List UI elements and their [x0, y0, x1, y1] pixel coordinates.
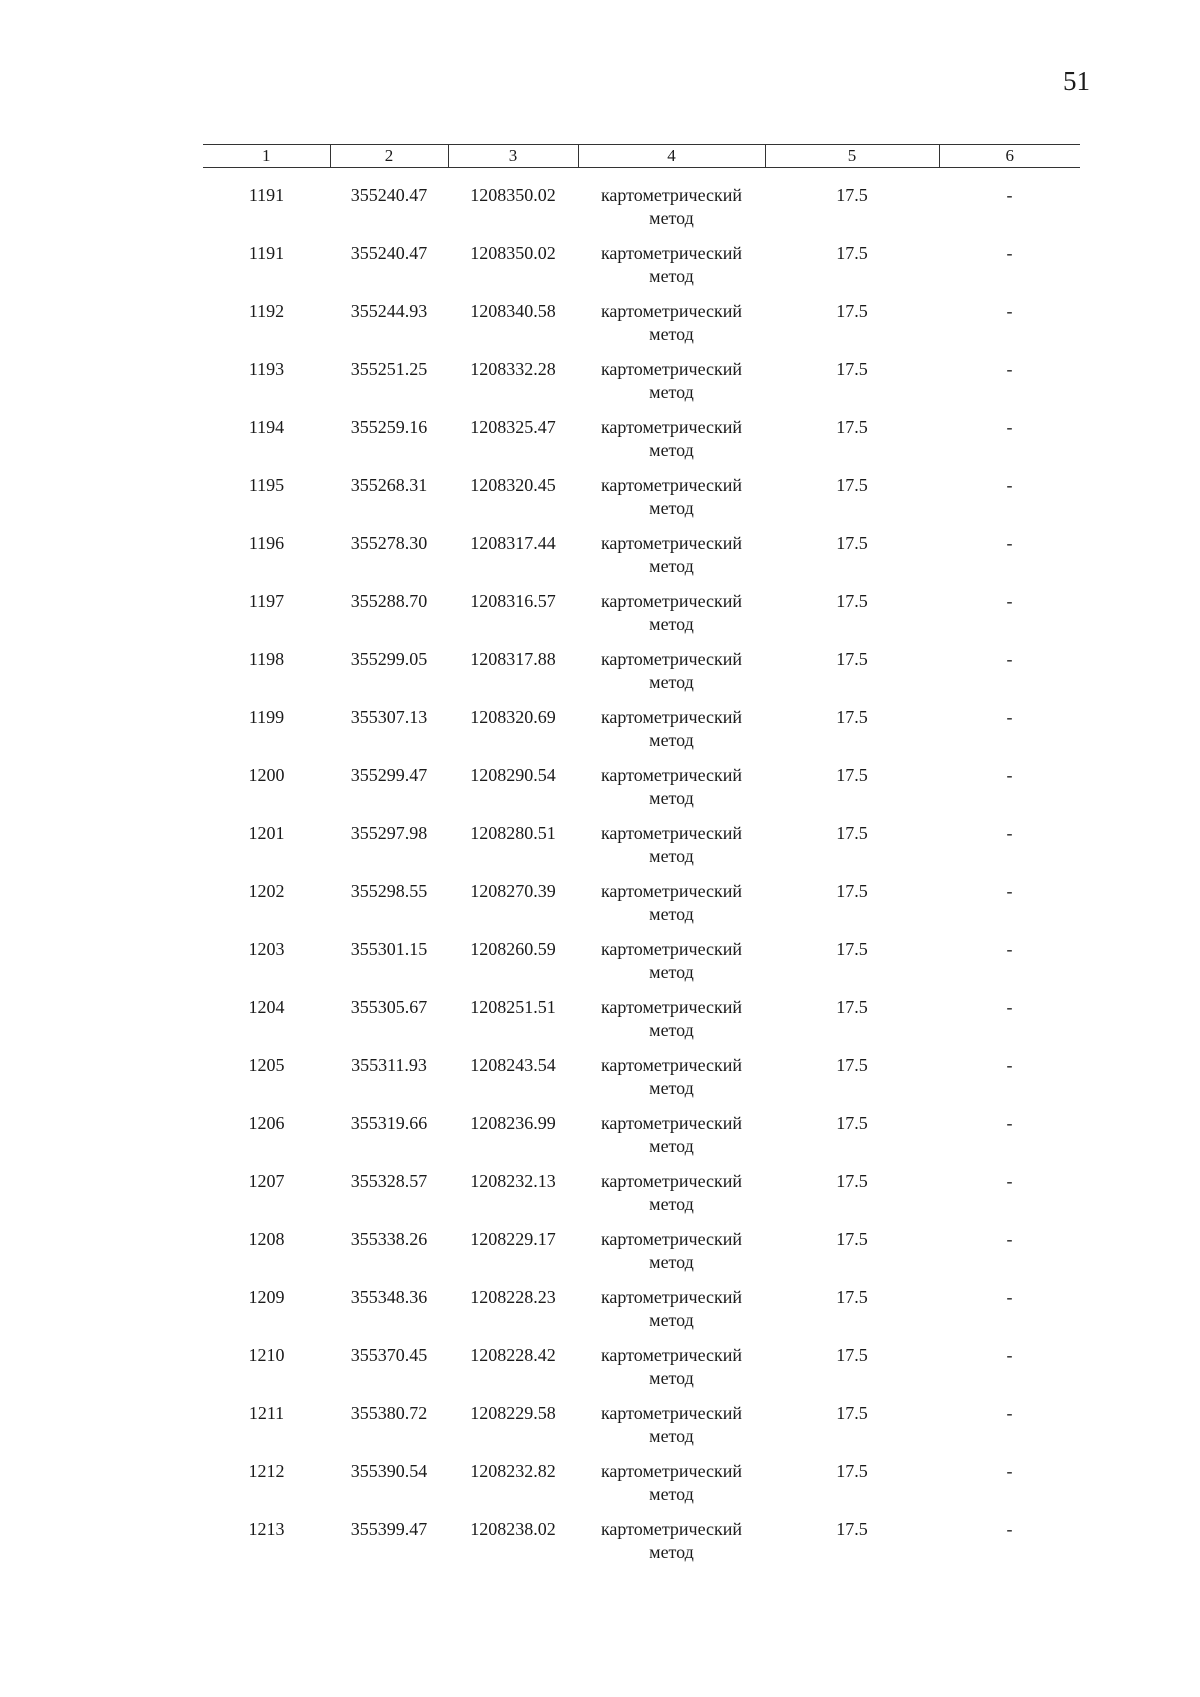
note-cell: - [1006, 1055, 1013, 1075]
accuracy-cell: 17.5 [836, 301, 868, 321]
accuracy-cell: 17.5 [836, 243, 868, 263]
accuracy-cell: 17.5 [836, 765, 868, 785]
point-number-cell: 1196 [248, 533, 285, 553]
accuracy-cell: 17.5 [836, 1113, 868, 1133]
x-coordinate-cell: 355328.57 [350, 1171, 428, 1191]
table-row [203, 1228, 1080, 1286]
table-row [203, 822, 1080, 880]
note-cell: - [1006, 939, 1013, 959]
method-cell: картометрический метод [600, 881, 743, 924]
method-cell: картометрический метод [600, 1229, 743, 1272]
method-cell: картометрический метод [600, 243, 743, 286]
x-coordinate-cell: 355319.66 [350, 1113, 428, 1133]
table-row [203, 1286, 1080, 1344]
point-number-cell: 1208 [248, 1229, 285, 1249]
point-number-cell: 1194 [248, 417, 285, 437]
x-coordinate-cell: 355348.36 [350, 1287, 428, 1307]
y-coordinate-cell: 1208320.69 [470, 707, 556, 727]
method-cell: картометрический метод [600, 1171, 743, 1214]
method-cell: картометрический метод [600, 997, 743, 1040]
point-number-cell: 1199 [248, 707, 285, 727]
note-cell: - [1006, 591, 1013, 611]
table-row [203, 1112, 1080, 1170]
x-coordinate-cell: 355305.67 [350, 997, 428, 1017]
note-cell: - [1006, 1171, 1013, 1191]
point-number-cell: 1202 [248, 881, 285, 901]
table-row [203, 168, 1080, 243]
x-coordinate-cell: 355380.72 [350, 1403, 428, 1423]
point-number-cell: 1195 [248, 475, 285, 495]
method-cell: картометрический метод [600, 591, 743, 634]
point-number-cell: 1203 [248, 939, 285, 959]
accuracy-cell: 17.5 [836, 1055, 868, 1075]
method-cell: картометрический метод [600, 359, 743, 402]
accuracy-cell: 17.5 [836, 359, 868, 379]
y-coordinate-cell: 1208229.58 [470, 1403, 556, 1423]
y-coordinate-cell: 1208316.57 [470, 591, 556, 611]
y-coordinate-cell: 1208290.54 [470, 765, 556, 785]
note-cell: - [1006, 1461, 1013, 1481]
x-coordinate-cell: 355244.93 [350, 301, 428, 321]
accuracy-cell: 17.5 [836, 1403, 868, 1423]
accuracy-cell: 17.5 [836, 1519, 868, 1539]
point-number-cell: 1204 [248, 997, 285, 1017]
column-header: 3 [448, 145, 578, 168]
note-cell: - [1006, 417, 1013, 437]
method-cell: картометрический метод [600, 707, 743, 750]
method-cell: картометрический метод [600, 1519, 743, 1562]
method-cell: картометрический метод [600, 1113, 743, 1156]
note-cell: - [1006, 359, 1013, 379]
x-coordinate-cell: 355268.31 [350, 475, 428, 495]
accuracy-cell: 17.5 [836, 881, 868, 901]
point-number-cell: 1191 [248, 185, 285, 205]
point-number-cell: 1210 [248, 1345, 285, 1365]
method-cell: картометрический метод [600, 185, 743, 228]
x-coordinate-cell: 355251.25 [350, 359, 428, 379]
table-row [203, 416, 1080, 474]
method-cell: картометрический метод [600, 1287, 743, 1330]
note-cell: - [1006, 301, 1013, 321]
accuracy-cell: 17.5 [836, 1229, 868, 1249]
y-coordinate-cell: 1208320.45 [470, 475, 556, 495]
table-row [203, 648, 1080, 706]
table-row [203, 1460, 1080, 1518]
y-coordinate-cell: 1208317.88 [470, 649, 556, 669]
accuracy-cell: 17.5 [836, 185, 868, 205]
y-coordinate-cell: 1208251.51 [470, 997, 556, 1017]
note-cell: - [1006, 881, 1013, 901]
y-coordinate-cell: 1208229.17 [470, 1229, 556, 1249]
note-cell: - [1006, 533, 1013, 553]
table-row [203, 474, 1080, 532]
method-cell: картометрический метод [600, 533, 743, 576]
point-number-cell: 1193 [248, 359, 285, 379]
table-row [203, 1518, 1080, 1576]
y-coordinate-cell: 1208228.42 [470, 1345, 556, 1365]
table-row [203, 880, 1080, 938]
table-row [203, 996, 1080, 1054]
column-header: 5 [765, 145, 939, 168]
y-coordinate-cell: 1208228.23 [470, 1287, 556, 1307]
y-coordinate-cell: 1208238.02 [470, 1519, 556, 1539]
note-cell: - [1006, 243, 1013, 263]
table-body [203, 168, 1080, 1577]
x-coordinate-cell: 355240.47 [350, 185, 428, 205]
x-coordinate-cell: 355301.15 [350, 939, 428, 959]
x-coordinate-cell: 355299.05 [350, 649, 428, 669]
accuracy-cell: 17.5 [836, 417, 868, 437]
y-coordinate-cell: 1208243.54 [470, 1055, 556, 1075]
method-cell: картометрический метод [600, 649, 743, 692]
method-cell: картометрический метод [600, 1461, 743, 1504]
point-number-cell: 1198 [248, 649, 285, 669]
y-coordinate-cell: 1208232.13 [470, 1171, 556, 1191]
x-coordinate-cell: 355288.70 [350, 591, 428, 611]
method-cell: картометрический метод [600, 417, 743, 460]
table-row [203, 1170, 1080, 1228]
note-cell: - [1006, 765, 1013, 785]
accuracy-cell: 17.5 [836, 823, 868, 843]
method-cell: картометрический метод [600, 1345, 743, 1388]
point-number-cell: 1209 [248, 1287, 285, 1307]
point-number-cell: 1197 [248, 591, 285, 611]
method-cell: картометрический метод [600, 823, 743, 866]
point-number-cell: 1207 [248, 1171, 285, 1191]
table-row [203, 764, 1080, 822]
table-row [203, 706, 1080, 764]
accuracy-cell: 17.5 [836, 1461, 868, 1481]
y-coordinate-cell: 1208325.47 [470, 417, 556, 437]
note-cell: - [1006, 707, 1013, 727]
note-cell: - [1006, 185, 1013, 205]
x-coordinate-cell: 355240.47 [350, 243, 428, 263]
point-number-cell: 1213 [248, 1519, 285, 1539]
x-coordinate-cell: 355399.47 [350, 1519, 428, 1539]
table-row [203, 300, 1080, 358]
note-cell: - [1006, 1403, 1013, 1423]
accuracy-cell: 17.5 [836, 707, 868, 727]
x-coordinate-cell: 355278.30 [350, 533, 428, 553]
method-cell: картометрический метод [600, 939, 743, 982]
point-number-cell: 1201 [248, 823, 285, 843]
column-header: 4 [578, 145, 765, 168]
x-coordinate-cell: 355297.98 [350, 823, 428, 843]
y-coordinate-cell: 1208280.51 [470, 823, 556, 843]
x-coordinate-cell: 355259.16 [350, 417, 428, 437]
y-coordinate-cell: 1208317.44 [470, 533, 556, 553]
x-coordinate-cell: 355298.55 [350, 881, 428, 901]
accuracy-cell: 17.5 [836, 591, 868, 611]
x-coordinate-cell: 355307.13 [350, 707, 428, 727]
point-number-cell: 1212 [248, 1461, 285, 1481]
table-row [203, 242, 1080, 300]
accuracy-cell: 17.5 [836, 533, 868, 553]
column-header: 2 [330, 145, 448, 168]
table-row [203, 1344, 1080, 1402]
note-cell: - [1006, 1519, 1013, 1539]
note-cell: - [1006, 1113, 1013, 1133]
y-coordinate-cell: 1208332.28 [470, 359, 556, 379]
coordinates-table [203, 144, 1080, 1576]
method-cell: картометрический метод [600, 1403, 743, 1446]
note-cell: - [1006, 1345, 1013, 1365]
column-header: 1 [203, 145, 330, 168]
accuracy-cell: 17.5 [836, 475, 868, 495]
point-number-cell: 1211 [248, 1403, 285, 1423]
accuracy-cell: 17.5 [836, 1287, 868, 1307]
accuracy-cell: 17.5 [836, 649, 868, 669]
column-header: 6 [939, 145, 1080, 168]
x-coordinate-cell: 355299.47 [350, 765, 428, 785]
y-coordinate-cell: 1208270.39 [470, 881, 556, 901]
table-row [203, 1402, 1080, 1460]
method-cell: картометрический метод [600, 301, 743, 344]
y-coordinate-cell: 1208340.58 [470, 301, 556, 321]
note-cell: - [1006, 475, 1013, 495]
page-number: 51 [1063, 66, 1090, 96]
note-cell: - [1006, 1287, 1013, 1307]
y-coordinate-cell: 1208350.02 [470, 243, 556, 263]
accuracy-cell: 17.5 [836, 1345, 868, 1365]
accuracy-cell: 17.5 [836, 939, 868, 959]
table-row [203, 358, 1080, 416]
method-cell: картометрический метод [600, 1055, 743, 1098]
y-coordinate-cell: 1208350.02 [470, 185, 556, 205]
table-row [203, 938, 1080, 996]
accuracy-cell: 17.5 [836, 997, 868, 1017]
method-cell: картометрический метод [600, 765, 743, 808]
x-coordinate-cell: 355338.26 [350, 1229, 428, 1249]
point-number-cell: 1200 [248, 765, 285, 785]
point-number-cell: 1205 [248, 1055, 285, 1075]
y-coordinate-cell: 1208232.82 [470, 1461, 556, 1481]
table-row [203, 532, 1080, 590]
point-number-cell: 1191 [248, 243, 285, 263]
note-cell: - [1006, 823, 1013, 843]
accuracy-cell: 17.5 [836, 1171, 868, 1191]
x-coordinate-cell: 355370.45 [350, 1345, 428, 1365]
point-number-cell: 1192 [248, 301, 285, 321]
point-number-cell: 1206 [248, 1113, 285, 1133]
method-cell: картометрический метод [600, 475, 743, 518]
header-row [203, 145, 1080, 168]
table-row [203, 1054, 1080, 1112]
y-coordinate-cell: 1208236.99 [470, 1113, 556, 1133]
y-coordinate-cell: 1208260.59 [470, 939, 556, 959]
x-coordinate-cell: 355311.93 [351, 1055, 427, 1075]
x-coordinate-cell: 355390.54 [350, 1461, 428, 1481]
note-cell: - [1006, 997, 1013, 1017]
note-cell: - [1006, 1229, 1013, 1249]
note-cell: - [1006, 649, 1013, 669]
table-row [203, 590, 1080, 648]
table-header [203, 145, 1080, 168]
